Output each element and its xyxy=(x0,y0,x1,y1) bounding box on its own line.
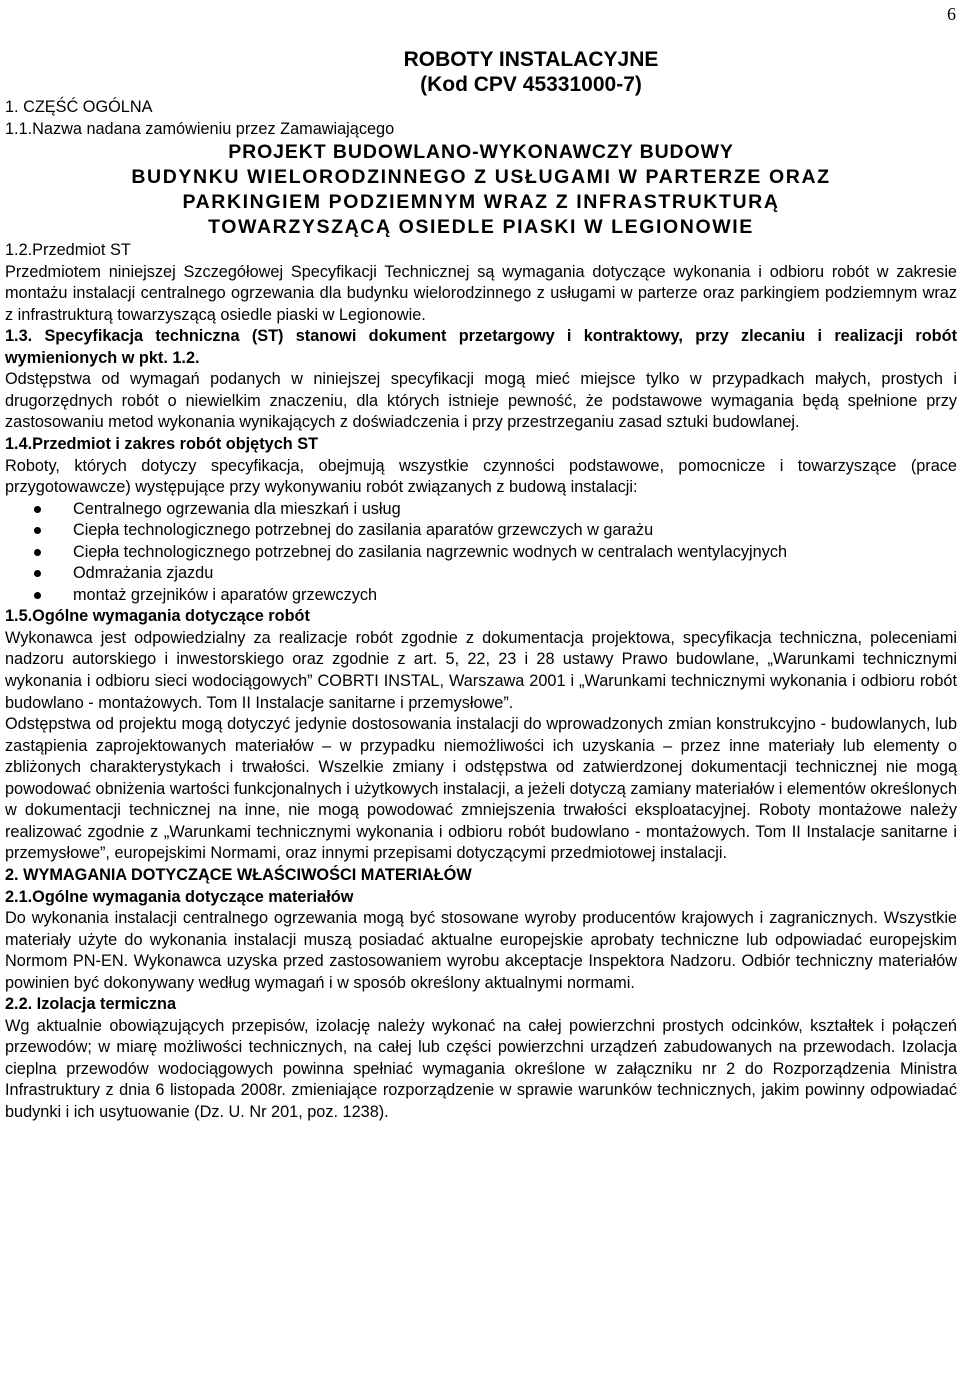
list-item: Odmrażania zjazdu xyxy=(5,563,957,585)
document-title xyxy=(105,47,957,97)
section-2-1-text: Do wykonania instalacji centralnego ogrzewania mogą być stosowane wyroby producentów krajowych i zagranicznych. Wszystkie materiały użyte do wykonania instalacji muszą posiadać aktualne europejskie aprobaty techniczne lub odpowiadać europejskim Normom PN-EN. Wykonawca uzyska przed zastosowaniem wyrobu akceptacje Inspektora Nadzoru. Odbiór techniczny materiałów powinien być dokonywany według wymagań i w sposób określony aktualnymi normami. xyxy=(5,909,957,992)
project-title-line-1: PROJEKT BUDOWLANO-WYKONAWCZY BUDOWY xyxy=(228,141,734,164)
section-1-5-heading: 1.5.Ogólne wymagania dotyczące robót xyxy=(5,607,310,626)
page-number: 6 xyxy=(947,4,956,24)
section-2-2-heading: 2.2. Izolacja termiczna xyxy=(5,995,177,1014)
list-item: montaż grzejników i aparatów grzewczych xyxy=(5,585,957,607)
section-1-1-heading: 1.1.Nazwa nadana zamówieniu przez Zamawiającego xyxy=(5,119,395,138)
section-1-2-heading: 1.2.Przedmiot ST xyxy=(5,241,131,260)
section-2-2-text: Wg aktualnie obowiązujących przepisów, izolację należy wykonać na całej powierzchni prostych odcinków, kształtek i połączeń przewodów; w miarę możliwości technicznych, na całej lub części powierzchni urządzeń zabudowanych na przewodach. Izolacja cieplna przewodów wodociągowych powinna spełniać wymagania określone w załączniku nr 2 do Rozporządzenia Ministra Infrastruktury z dnia 6 listopada 2008r. zmieniające rozporządzenie w sprawie warunków technicznych, jakim powinny odpowiadać budynki i ich usytuowanie (Dz. U. Nr 201, poz. 1238). xyxy=(5,1016,957,1121)
section-1-2-text: Przedmiotem niniejszej Szczegółowej Specyfikacji Technicznej są wymagania dotyczące wykonania i odbioru robót w zakresie montażu instalacji centralnego ogrzewania dla budynku wielorodzinnego z usługami w parterze oraz parkingiem podziemnym wraz z infrastrukturą towarzyszącą osiedle piaski w Legionowie. xyxy=(5,262,957,324)
section-1-5-text-2: Odstępstwa od projektu mogą dotyczyć jedynie dostosowania instalacji do wprowadzonych zmian konstrukcyjno - budowlanych, lub zastąpienia zaprojektowanych materiałów – w przypadku niemożliwości ich uzyskania – przez inne materiały lub elementy o zbliżonych charakterystykach i trwałości. Wszelkie zmiany i odstępstwa od zatwierdzonej dokumentacji technicznej nie mogą powodować obniżenia wartości funkcjonalnych i użytkowych instalacji, a jeżeli dotyczą zamiany materiałów i elementów określonych w dokumentacji technicznej na inne, nie mogą powodować zmniejszenia trwałości eksploatacyjnej. Roboty montażowe należy realizować zgodnie z „Warunkami technicznymi wykonania i odbioru robót budowlano - montażowych. Tom II Instalacje sanitarne i przemysłowe”, europejskimi Normami, oraz innymi przepisami dotyczącymi przedmiotowej instalacji. xyxy=(5,715,957,863)
list-item: Ciepła technologicznego potrzebnej do zasilania nagrzewnic wodnych w centralach wentylacyjnych xyxy=(5,542,957,564)
section-1-4-text: Roboty, których dotyczy specyfikacja, obejmują wszystkie czynności podstawowe, pomocnicze i towarzyszące (prace przygotowawcze) występujące przy wykonywaniu robót związanych z budową instalacji: xyxy=(5,456,957,497)
list-item: Centralnego ogrzewania dla mieszkań i usług xyxy=(5,499,957,521)
project-title-line-4: TOWARZYSZĄCĄ OSIEDLE PIASKI W LEGIONOWIE xyxy=(208,216,754,239)
project-title-line-3: PARKINGIEM PODZIEMNYM WRAZ Z INFRASTRUKTURĄ xyxy=(182,191,780,214)
section-1-heading: 1. CZĘŚĆ OGÓLNA xyxy=(5,98,153,116)
title-line-2: (Kod CPV 45331000-7) xyxy=(420,73,642,96)
section-1-5-text-1: Wykonawca jest odpowiedzialny za realizacje robót zgodnie z dokumentacja projektowa, specyfikacja techniczna, poleceniami nadzoru autorskiego i inwestorskiego oraz zgodnie z art. 5, 22, 23 i 28 ustawy Prawo budowlane, „Warunkami technicznymi wykonania i odbioru sieci wodociągowych” COBRTI INSTAL, Warszawa 2001 i „Warunkami technicznymi wykonania i odbioru robót budowlano - montażowych. Tom II Instalacje sanitarne i przemysłowe”. xyxy=(5,628,957,712)
list-item: Ciepła technologicznego potrzebnej do zasilania aparatów grzewczych w garażu xyxy=(5,520,957,542)
project-title xyxy=(5,140,957,240)
section-1-3-heading: 1.3. Specyfikacja techniczna (ST) stanowi dokument przetargowy i kontraktowy, przy zlecaniu i realizacji robót wymienionych w pkt. 1.2. xyxy=(5,327,957,367)
section-2-1-heading: 2.1.Ogólne wymagania dotyczące materiałów xyxy=(5,887,354,906)
title-line-1: ROBOTY INSTALACYJNE xyxy=(403,48,659,71)
document-body xyxy=(5,47,957,1124)
section-1-3-text: Odstępstwa od wymagań podanych w niniejszej specyfikacji mogą mieć miejsce tylko w przypadkach małych, prostych i drugorzędnych robót o niewielkim znaczeniu, dla których istnieje pewność, że podstawowe wymagania będą spełnione przy zastosowaniu metod wykonania wynikających z doświadczenia i przy przestrzeganiu zasad sztuki budowlanej. xyxy=(5,370,957,432)
project-title-line-2: BUDYNKU WIELORODZINNEGO Z USŁUGAMI W PARTERZE ORAZ xyxy=(131,166,831,189)
section-2-heading: 2. WYMAGANIA DOTYCZĄCE WŁAŚCIWOŚCI MATERIAŁÓW xyxy=(5,865,472,884)
scope-list xyxy=(5,499,957,607)
section-1-4-heading: 1.4.Przedmiot i zakres robót objętych ST xyxy=(5,435,319,454)
